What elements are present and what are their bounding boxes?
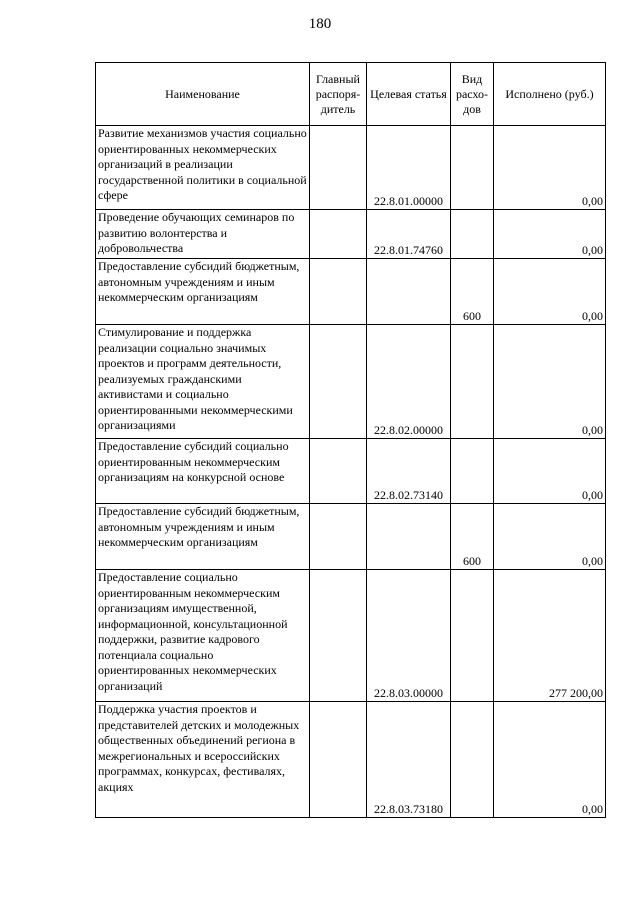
row-expense-type [451, 570, 494, 702]
row-expense-type [451, 702, 494, 818]
row-amount: 0,00 [494, 126, 606, 210]
row-expense-type: 600 [451, 259, 494, 325]
row-article [367, 504, 451, 570]
row-amount: 0,00 [494, 702, 606, 818]
table-row [96, 439, 606, 504]
row-name: Предоставление социально ориентированным некоммерческим организациям имущественной, информационной, консультационной поддержки, развитие кадрового потенциала социально ориентированных некоммерческих организаций [96, 570, 310, 702]
row-amount: 0,00 [494, 504, 606, 570]
table-row [96, 702, 606, 818]
header-manager-label: Главный распоря-дитель [315, 71, 361, 116]
row-name: Проведение обучающих семинаров по развитию волонтерства и добровольчества [96, 210, 310, 259]
table-row [96, 126, 606, 210]
page-number: 180 [308, 16, 332, 32]
row-article: 22.8.03.00000 [367, 570, 451, 702]
row-amount: 277 200,00 [494, 570, 606, 702]
row-expense-type: 600 [451, 504, 494, 570]
row-amount: 0,00 [494, 259, 606, 325]
row-amount: 0,00 [494, 439, 606, 504]
table-row [96, 259, 606, 325]
header-article [367, 63, 451, 126]
header-manager [310, 63, 367, 126]
row-name: Поддержка участия проектов и представителей детских и молодежных общественных объединений региона в межрегиональных и всероссийских программах, конкурсах, фестивалях, акциях [96, 702, 310, 818]
row-manager [310, 702, 367, 818]
row-expense-type [451, 439, 494, 504]
row-expense-type [451, 325, 494, 439]
table-header-row [96, 63, 606, 126]
table-row [96, 210, 606, 259]
row-manager [310, 259, 367, 325]
row-manager [310, 126, 367, 210]
header-amount [494, 63, 606, 126]
row-amount: 0,00 [494, 325, 606, 439]
row-article: 22.8.01.00000 [367, 126, 451, 210]
row-article [367, 259, 451, 325]
row-amount: 0,00 [494, 210, 606, 259]
row-manager [310, 504, 367, 570]
row-article: 22.8.03.73180 [367, 702, 451, 818]
row-article: 22.8.02.73140 [367, 439, 451, 504]
row-manager [310, 210, 367, 259]
header-expense-type-label: Вид расхо-дов [455, 71, 489, 116]
row-article: 22.8.02.00000 [367, 325, 451, 439]
row-name: Стимулирование и поддержка реализации социально значимых проектов и программ деятельности, реализуемых гражданскими активистами и социально ориентированными некоммерческими организациями [96, 325, 310, 439]
header-expense-type [451, 63, 494, 126]
row-name: Развитие механизмов участия социально ориентированных некоммерческих организаций в реализации государственной политики в социальной сфере [96, 126, 310, 210]
row-expense-type [451, 210, 494, 259]
row-article: 22.8.01.74760 [367, 210, 451, 259]
row-manager [310, 439, 367, 504]
header-article-label: Целевая статья [370, 86, 447, 101]
table-row [96, 570, 606, 702]
row-name: Предоставление субсидий социально ориентированным некоммерческим организациям на конкурсной основе [96, 439, 310, 504]
table-row [96, 325, 606, 439]
header-name: Наименование [96, 63, 310, 126]
row-manager [310, 570, 367, 702]
row-name: Предоставление субсидий бюджетным, автономным учреждениям и иным некоммерческим организациям [96, 504, 310, 570]
budget-table [95, 62, 606, 818]
header-amount-label: Исполнено (руб.) [505, 86, 594, 101]
table-row [96, 504, 606, 570]
row-expense-type [451, 126, 494, 210]
row-manager [310, 325, 367, 439]
row-name: Предоставление субсидий бюджетным, автономным учреждениям и иным некоммерческим организациям [96, 259, 310, 325]
